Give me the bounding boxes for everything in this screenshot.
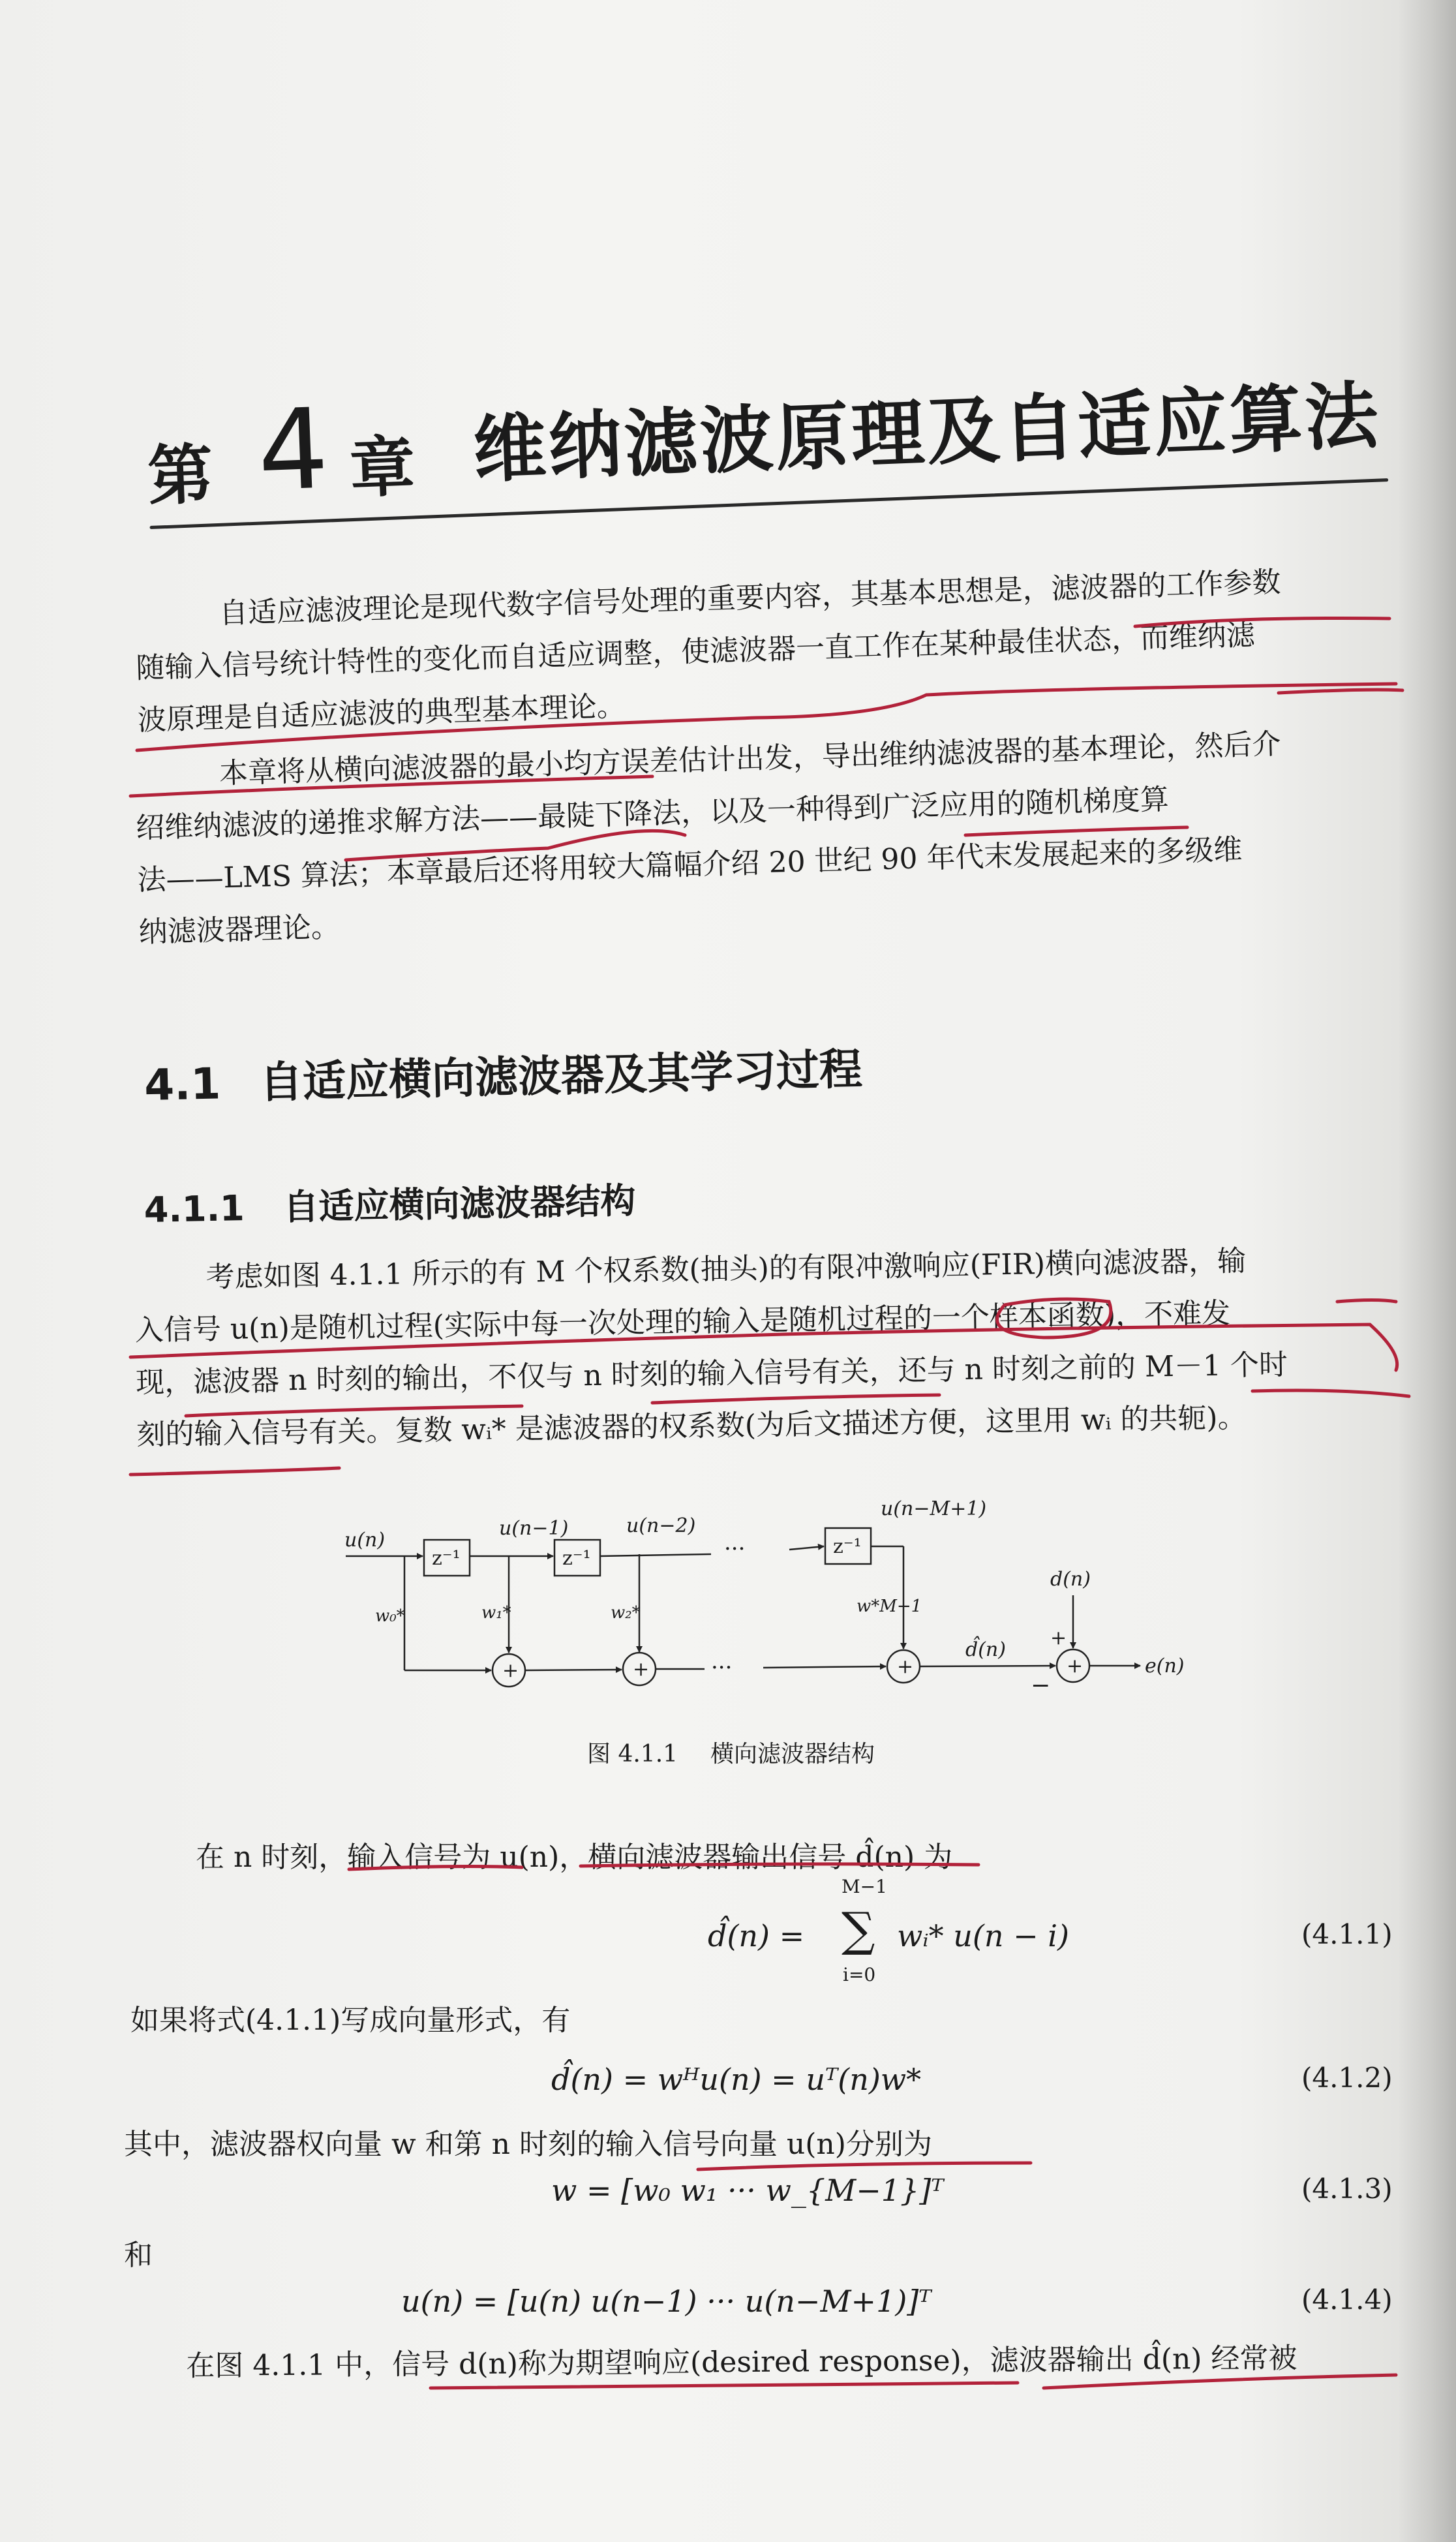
eq2-number: (4.1.2) (1301, 2062, 1393, 2094)
text-line: 波原理是自适应滤波的典型基本理论。 (137, 689, 626, 737)
weight-label-1: w₁* (481, 1603, 511, 1623)
weight-label-0: w₀* (375, 1606, 405, 1626)
chapter-suffix: 章 (348, 427, 417, 508)
chapter-number: 4 (255, 384, 331, 517)
text-line: 考虑如图 4.1.1 所示的有 M 个权系数(抽头)的有限冲激响应(FIR)横向滤波器，输 (205, 1244, 1247, 1294)
text-line: 本章将从横向滤波器的最小均方误差估计出发，导出维纳滤波器的基本理论，然后介 (219, 727, 1282, 791)
adder-sign-1: + (502, 1659, 519, 1682)
signal-line (789, 1546, 824, 1550)
error-adder-sign: + (1067, 1655, 1084, 1677)
tap-label-2: u(n−2) (626, 1514, 696, 1537)
eq1-lhs: d̂(n) = (708, 1918, 805, 1953)
chapter-title: 维纳滤波原理及自适应算法 (471, 373, 1382, 493)
section-title: 自适应横向滤波器及其学习过程 (259, 1043, 863, 1108)
text-line: 在图 4.1.1 中，信号 d(n)称为期望响应(desired response)，滤波器输出 d̂(n) 经常被 (186, 2342, 1297, 2383)
subsection-number: 4.1.1 (144, 1187, 245, 1231)
text-line: 和 (124, 2239, 153, 2272)
dhat-label: d̂(n) (965, 1638, 1006, 1661)
body-paragraph (134, 1234, 1289, 1462)
signal-line (600, 1554, 711, 1556)
eq3-expression: w = [w₀ w₁ ··· w_{M−1}]ᵀ (551, 2173, 944, 2208)
text-line: 刻的输入信号有关。复数 wᵢ* 是滤波器的权系数(为后文描述方便，这里用 wᵢ 的共轭)。 (136, 1401, 1247, 1452)
text-line: 随输入信号统计特性的变化而自适应调整，使滤波器一直工作在某种最佳状态，而维纳滤 (135, 619, 1256, 685)
eq3-number: (4.1.3) (1301, 2173, 1393, 2205)
weight-label-2: w₂* (611, 1603, 641, 1623)
eq4-expression: u(n) = [u(n) u(n−1) ··· u(n−M+1)]ᵀ (401, 2284, 932, 2319)
eq4-number: (4.1.4) (1301, 2284, 1393, 2316)
ellipsis-bottom: ··· (711, 1655, 733, 1681)
page-edge-shadow (1397, 0, 1456, 2542)
text-line: 自适应滤波理论是现代数字信号处理的重要内容，其基本思想是，滤波器的工作参数 (219, 565, 1282, 631)
text-line: 入信号 u(n)是随机过程(实际中每一次处理的输入是随机过程的一个样本函数)，不难发 (134, 1296, 1231, 1347)
eq1-rhs: wᵢ* u(n − i) (897, 1918, 1069, 1953)
eq1-sum-bottom: i=0 (843, 1964, 876, 1985)
eq1-number: (4.1.1) (1301, 1918, 1393, 1950)
text-line: 现，滤波器 n 时刻的输出，不仅与 n 时刻的输入信号有关，还与 n 时刻之前的 M－1 个时 (135, 1348, 1288, 1400)
text-line: 如果将式(4.1.1)写成向量形式，有 (130, 2004, 571, 2037)
text-line: 绍维纳滤波的递推求解方法——最陡下降法，以及一种得到广泛应用的随机梯度算 (135, 782, 1170, 845)
delay-label-2: z⁻¹ (562, 1547, 591, 1570)
text-line: 法——LMS 算法；本章最后还将用较大篇幅介绍 20 世纪 90 年代末发展起来的多级维 (136, 833, 1243, 897)
adder-sign-m: + (897, 1655, 914, 1678)
tap-label-1: u(n−1) (499, 1517, 569, 1540)
eq1-sum-symbol: ∑ (842, 1902, 875, 1957)
text-line: 在 n 时刻，输入信号为 u(n)，横向滤波器输出信号 d̂(n) 为 (196, 1841, 953, 1874)
sum-line (763, 1666, 886, 1668)
desired-label: d(n) (1050, 1568, 1091, 1591)
chapter-prefix: 第 (146, 435, 215, 515)
weight-label-m: w*M−1 (857, 1597, 922, 1616)
text-line: 纳滤波器理论。 (138, 910, 341, 949)
section-number: 4.1 (144, 1058, 221, 1110)
plus-label: + (1050, 1627, 1067, 1649)
figure-caption-label: 图 4.1.1 (587, 1741, 678, 1768)
delay-label-1: z⁻¹ (432, 1547, 461, 1570)
subsection-title: 自适应横向滤波器结构 (282, 1179, 637, 1228)
tap-label-m: u(n−M+1) (881, 1497, 987, 1520)
figure-caption-text: 横向滤波器结构 (710, 1741, 875, 1768)
eq1-sum-top: M−1 (842, 1876, 887, 1897)
transversal-filter-diagram (307, 1481, 1272, 1723)
delay-label-m: z⁻¹ (833, 1535, 862, 1558)
figure-caption (587, 1736, 875, 1769)
error-label: e(n) (1145, 1655, 1185, 1677)
ellipsis-top: ··· (724, 1536, 746, 1562)
intro-paragraph-2 (134, 718, 1286, 959)
adder-sign-2: + (633, 1658, 650, 1681)
input-label: u(n) (344, 1529, 386, 1552)
text-line: 其中，滤波器权向量 w 和第 n 时刻的输入信号向量 u(n)分别为 (124, 2128, 932, 2161)
subsection-heading (144, 1173, 636, 1233)
eq2-expression: d̂(n) = wᴴu(n) = uᵀ(n)w* (551, 2062, 922, 2097)
minus-label: − (1031, 1672, 1051, 1699)
